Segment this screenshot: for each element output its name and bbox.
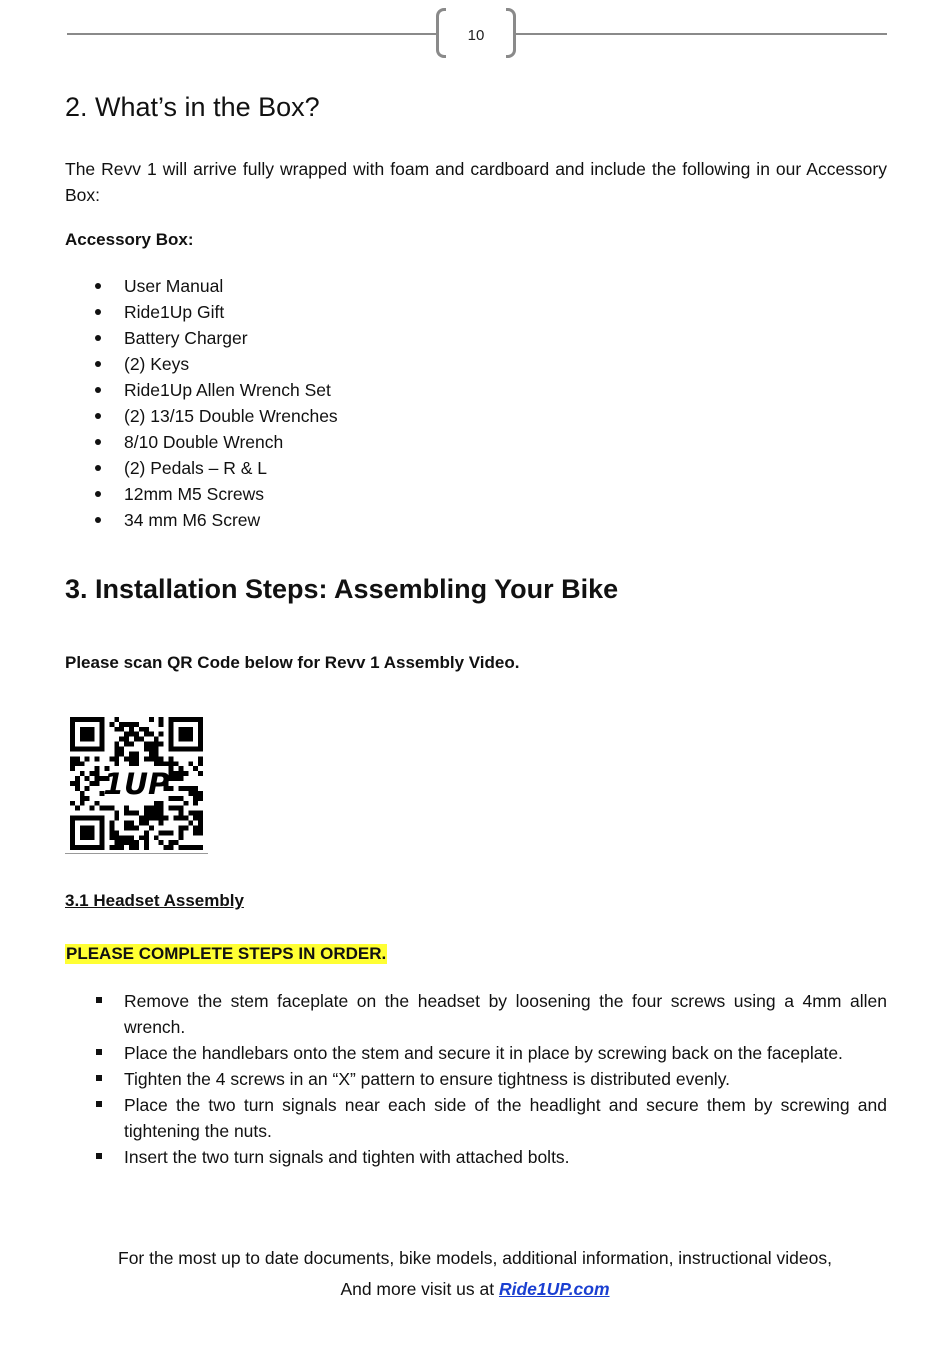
website-link[interactable]: Ride1UP.com	[498, 1279, 610, 1299]
header-rule-right	[516, 33, 887, 35]
square-bullet-icon	[96, 1075, 102, 1081]
list-item: (2) Pedals – R & L	[65, 455, 887, 481]
bullet-icon	[95, 335, 101, 341]
list-item: 12mm M5 Screws	[65, 481, 887, 507]
square-bullet-icon	[96, 997, 102, 1003]
headset-steps-list	[65, 988, 887, 1170]
intro-paragraph: The Revv 1 will arrive fully wrapped with foam and cardboard and include the following in our Accessory Box:	[65, 159, 887, 205]
list-item: Ride1Up Allen Wrench Set	[65, 377, 887, 403]
order-warning: PLEASE COMPLETE STEPS IN ORDER.	[66, 944, 387, 963]
page-header	[0, 0, 950, 70]
bullet-icon	[95, 517, 101, 523]
list-item: 34 mm M6 Screw	[65, 507, 887, 533]
list-item: Remove the stem faceplate on the headset by loosening the four screws using a 4mm allen wrench.	[65, 988, 887, 1040]
header-bracket-right	[506, 8, 516, 58]
bullet-icon	[95, 361, 101, 367]
list-item: Insert the two turn signals and tighten with attached bolts.	[65, 1144, 887, 1170]
footer-line-1: For the most up to date documents, bike models, additional information, instructional videos,	[118, 1248, 832, 1268]
page-number: 10	[467, 27, 485, 44]
bullet-icon	[95, 413, 101, 419]
bullet-icon	[95, 387, 101, 393]
qr-instruction: Please scan QR Code below for Revv 1 Assembly Video.	[65, 653, 520, 672]
footer-line-2	[0, 1274, 950, 1305]
square-bullet-icon	[96, 1153, 102, 1159]
list-item: User Manual	[65, 273, 887, 299]
header-bracket-left	[436, 8, 446, 58]
list-item: Battery Charger	[65, 325, 887, 351]
section-heading-installation: 3. Installation Steps: Assembling Your Bike	[65, 574, 619, 604]
page-footer	[0, 1243, 950, 1305]
qr-logo-text: 1UP	[103, 766, 170, 801]
list-item: (2) Keys	[65, 351, 887, 377]
bullet-icon	[95, 491, 101, 497]
footer-line-2-prefix: And more visit us at	[340, 1279, 499, 1299]
accessory-box-title: Accessory Box:	[65, 230, 194, 249]
bullet-icon	[95, 465, 101, 471]
list-item: Place the handlebars onto the stem and secure it in place by screwing back on the faceplate.	[65, 1040, 887, 1066]
bullet-icon	[95, 309, 101, 315]
sub-heading-headset-assembly: 3.1 Headset Assembly	[65, 891, 244, 910]
list-item: Place the two turn signals near each side of the headlight and secure them by screwing and tightening the nuts.	[65, 1092, 887, 1144]
list-item: (2) 13/15 Double Wrenches	[65, 403, 887, 429]
list-item: 8/10 Double Wrench	[65, 429, 887, 455]
bullet-icon	[95, 283, 101, 289]
section-heading-whats-in-box: 2. What’s in the Box?	[65, 92, 320, 122]
header-rule-left	[67, 33, 436, 35]
square-bullet-icon	[96, 1049, 102, 1055]
qr-code-icon[interactable]	[65, 712, 208, 855]
square-bullet-icon	[96, 1101, 102, 1107]
accessory-list	[65, 273, 887, 533]
bullet-icon	[95, 439, 101, 445]
list-item: Ride1Up Gift	[65, 299, 887, 325]
qr-underline	[65, 853, 208, 854]
list-item: Tighten the 4 screws in an “X” pattern to ensure tightness is distributed evenly.	[65, 1066, 887, 1092]
